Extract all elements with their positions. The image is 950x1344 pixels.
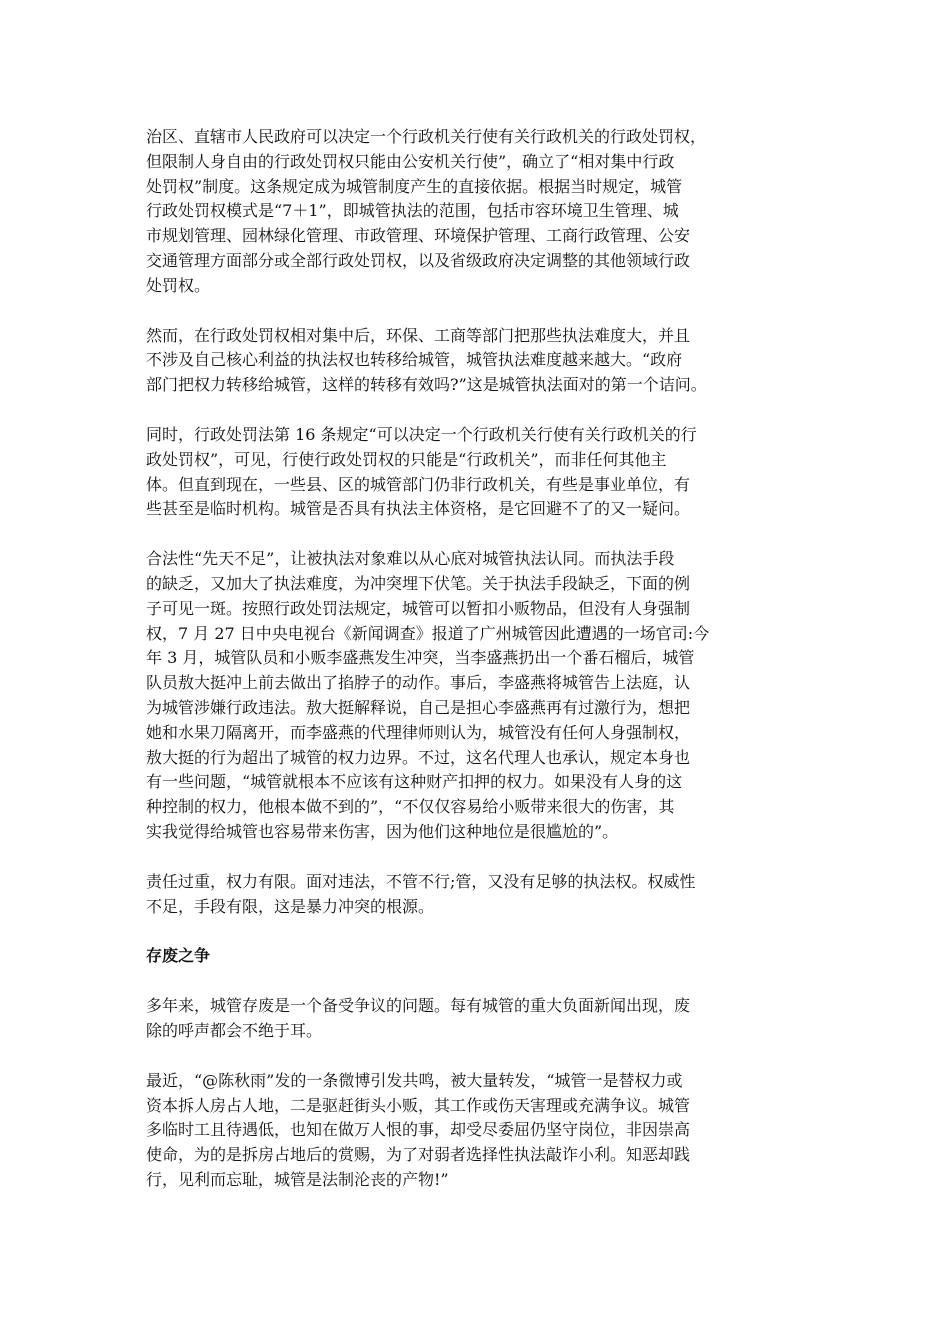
text-line: 子可见一斑。按照行政处罚法规定，城管可以暂扣小贩物品，但没有人身强制: [146, 598, 691, 618]
text-line: 有一些问题，“城管就根本不应该有这种财产扣押的权力。如果没有人身的这: [146, 772, 683, 792]
text-line: 队员敖大挺冲上前去做出了掐脖子的动作。事后，李盛燕将城管告上法庭，认: [146, 673, 691, 693]
text-line: 为城管涉嫌行政违法。敖大挺解释说，自己是担心李盛燕再有过激行为，想把: [146, 697, 691, 717]
paragraph-1: [146, 125, 816, 299]
text-line: 种控制的权力，他根本做不到的”，“不仅仅容易给小贩带来很大的伤害，其: [146, 797, 675, 817]
text-line: 但限制人身自由的行政处罚权只能由公安机关行使”，确立了“相对集中行政: [146, 151, 675, 171]
text-line: 部门把权力转移给城管，这样的转移有效吗?”这是城管执法面对的第一个诘问。: [146, 375, 707, 395]
text-line: 体。但直到现在，一些县、区的城管部门仍非行政机关，有些是事业单位，有: [146, 474, 691, 494]
text-line: 些甚至是临时机构。城管是否具有执法主体资格，是它回避不了的又一疑问。: [146, 499, 691, 519]
paragraph-2: [146, 324, 816, 398]
text-line: 最近，“@陈秋雨”发的一条微博引发共鸣，被大量转发，“城管一是替权力或: [146, 1070, 683, 1090]
text-line: 使命，为的是拆房占地后的赏赐，为了对弱者选择性执法敲诈小利。知恶却践: [146, 1145, 691, 1165]
text-line: 的缺乏，又加大了执法难度，为冲突埋下伏笔。关于执法手段缺乏，下面的例: [146, 573, 691, 593]
text-line: 责任过重，权力有限。面对违法，不管不行;管，又没有足够的执法权。权威性: [146, 871, 696, 891]
text-line: 资本拆人房占人地，二是驱赶街头小贩，其工作或伤天害理或充满争议。城管: [146, 1095, 691, 1115]
text-line: 治区、直辖市人民政府可以决定一个行政机关行使有关行政机关的行政处罚权，: [146, 127, 707, 146]
paragraph-3: [146, 423, 816, 522]
text-line: 交通管理方面部分或全部行政处罚权，以及省级政府决定调整的其他领域行政: [146, 250, 691, 270]
paragraph-4: [146, 547, 816, 845]
section-heading: 存废之争: [146, 946, 211, 966]
text-line: 合法性“先天不足”，让被执法对象难以从心底对城管执法认同。而执法手段: [146, 549, 675, 569]
text-line: 行，见利而忘耻，城管是法制沦丧的产物!”: [146, 1169, 449, 1189]
text-line: 年 3 月，城管队员和小贩李盛燕发生冲突，当李盛燕扔出一个番石榴后，城管: [146, 648, 695, 668]
text-line: 不足，手段有限，这是暴力冲突的根源。: [146, 896, 435, 916]
text-line: 多临时工且待遇低，也知在做万人恨的事，却受尽委屈仍坚守岗位，非因崇高: [146, 1120, 691, 1140]
paragraph-7: [146, 1069, 816, 1193]
text-line: 不涉及自己核心利益的执法权也转移给城管，城管执法难度越来越大。“政府: [146, 350, 683, 370]
text-line: 行政处罚权模式是“7＋1”，即城管执法的范围，包括市容环境卫生管理、城: [146, 201, 679, 221]
document-page: [146, 125, 816, 1218]
text-line: 敖大挺的行为超出了城管的权力边界。不过，这名代理人也承认，规定本身也: [146, 747, 691, 767]
text-line: 然而，在行政处罚权相对集中后，环保、工商等部门把那些执法难度大，并且: [146, 325, 691, 345]
text-line: 市规划管理、园林绿化管理、市政管理、环境保护管理、工商行政管理、公安: [146, 226, 691, 246]
paragraph-5: [146, 870, 816, 920]
text-line: 多年来，城管存废是一个备受争议的问题。每有城管的重大负面新闻出现，废: [146, 996, 691, 1016]
text-line: 同时，行政处罚法第 16 条规定“可以决定一个行政机关行使有关行政机关的行: [146, 424, 697, 444]
text-line: 处罚权。: [146, 275, 211, 295]
text-line: 政处罚权”，可见，行使行政处罚权的只能是“行政机关”，而非任何其他主: [146, 449, 667, 469]
text-line: 除的呼声都会不绝于耳。: [146, 1020, 323, 1040]
text-line: 实我觉得给城管也容易带来伤害，因为他们这种地位是很尴尬的”。: [146, 821, 619, 841]
text-line: 处罚权”制度。这条规定成为城管制度产生的直接依据。根据当时规定，城管: [146, 176, 683, 196]
paragraph-6: [146, 994, 816, 1044]
text-line: 她和水果刀隔离开，而李盛燕的代理律师则认为，城管没有任何人身强制权，: [146, 722, 691, 742]
text-line: 权，7 月 27 日中央电视台《新闻调查》报道了广州城管因此遭遇的一场官司:今: [146, 623, 710, 643]
